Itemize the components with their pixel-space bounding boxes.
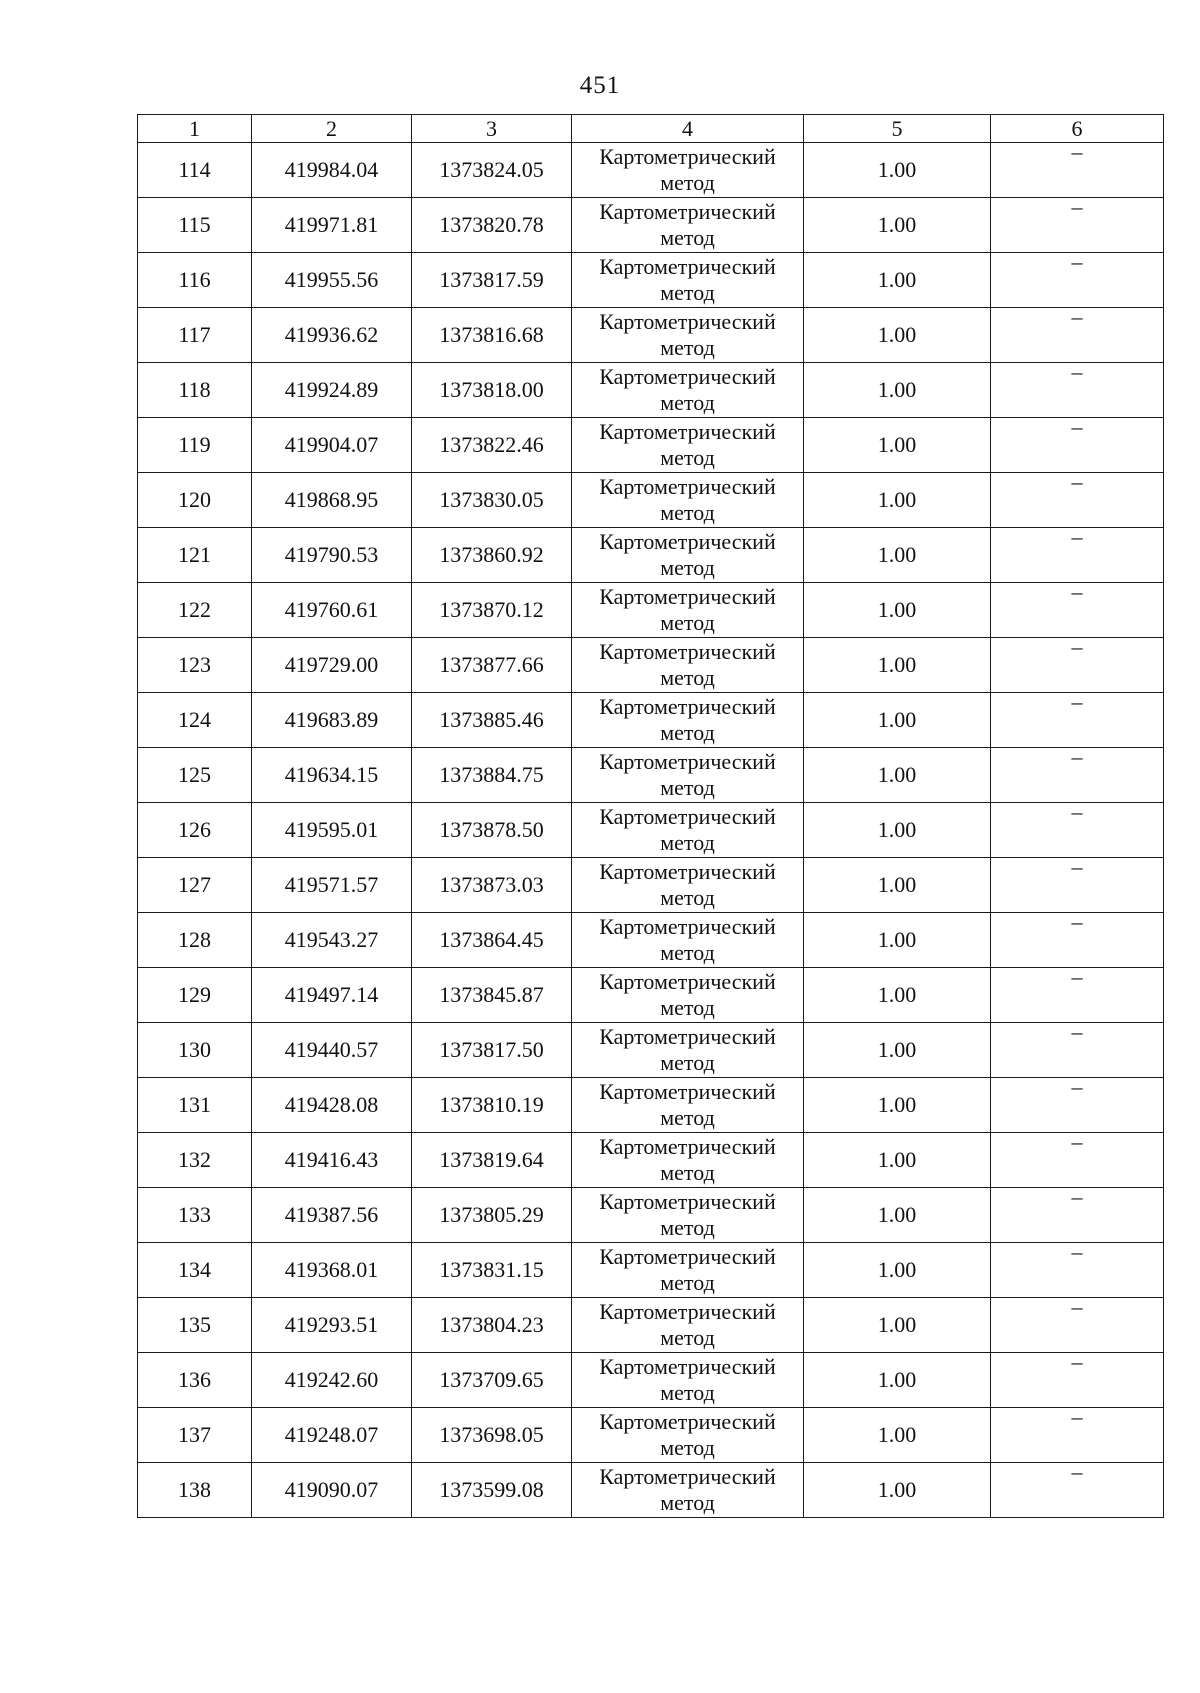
- method-cell: [572, 968, 804, 1023]
- point-number-cell: 127: [138, 858, 252, 913]
- accuracy-cell: 1.00: [804, 363, 991, 418]
- x-coordinate-cell: 419984.04: [252, 143, 412, 198]
- method-cell: [572, 363, 804, 418]
- note-cell: –: [991, 913, 1164, 968]
- table-header: [138, 115, 1164, 143]
- y-coordinate-cell: 1373830.05: [412, 473, 572, 528]
- note-cell: –: [991, 583, 1164, 638]
- point-number-cell: 133: [138, 1188, 252, 1243]
- method-line: метод: [660, 500, 715, 525]
- method-line: Картометрический: [599, 144, 776, 169]
- table-row: [138, 528, 1164, 583]
- column-header-2: 2: [252, 115, 412, 143]
- y-coordinate-cell: 1373860.92: [412, 528, 572, 583]
- accuracy-cell: 1.00: [804, 1188, 991, 1243]
- accuracy-cell: 1.00: [804, 1298, 991, 1353]
- y-coordinate-cell: 1373870.12: [412, 583, 572, 638]
- table-row: [138, 803, 1164, 858]
- y-coordinate-cell: 1373810.19: [412, 1078, 572, 1133]
- x-coordinate-cell: 419790.53: [252, 528, 412, 583]
- y-coordinate-cell: 1373804.23: [412, 1298, 572, 1353]
- method-line: Картометрический: [599, 254, 776, 279]
- y-coordinate-cell: 1373819.64: [412, 1133, 572, 1188]
- point-number-cell: 136: [138, 1353, 252, 1408]
- y-coordinate-cell: 1373698.05: [412, 1408, 572, 1463]
- method-cell: [572, 1133, 804, 1188]
- point-number-cell: 118: [138, 363, 252, 418]
- method-line: Картометрический: [599, 584, 776, 609]
- note-cell: –: [991, 1023, 1164, 1078]
- note-cell: –: [991, 748, 1164, 803]
- x-coordinate-cell: 419440.57: [252, 1023, 412, 1078]
- note-cell: –: [991, 363, 1164, 418]
- method-line: метод: [660, 1435, 715, 1460]
- x-coordinate-cell: 419595.01: [252, 803, 412, 858]
- table-row: [138, 418, 1164, 473]
- x-coordinate-cell: 419924.89: [252, 363, 412, 418]
- x-coordinate-cell: 419543.27: [252, 913, 412, 968]
- method-line: Картометрический: [599, 859, 776, 884]
- note-cell: –: [991, 693, 1164, 748]
- column-header-3: 3: [412, 115, 572, 143]
- note-cell: –: [991, 1243, 1164, 1298]
- method-line: Картометрический: [599, 364, 776, 389]
- point-number-cell: 130: [138, 1023, 252, 1078]
- table-row: [138, 1023, 1164, 1078]
- accuracy-cell: 1.00: [804, 803, 991, 858]
- column-header-5: 5: [804, 115, 991, 143]
- x-coordinate-cell: 419428.08: [252, 1078, 412, 1133]
- note-cell: –: [991, 418, 1164, 473]
- note-cell: –: [991, 968, 1164, 1023]
- accuracy-cell: 1.00: [804, 473, 991, 528]
- accuracy-cell: 1.00: [804, 1408, 991, 1463]
- table-row: [138, 308, 1164, 363]
- table-row: [138, 363, 1164, 418]
- note-cell: –: [991, 1078, 1164, 1133]
- method-line: метод: [660, 335, 715, 360]
- accuracy-cell: 1.00: [804, 583, 991, 638]
- method-cell: [572, 748, 804, 803]
- table-row: [138, 1188, 1164, 1243]
- method-cell: [572, 528, 804, 583]
- method-cell: [572, 913, 804, 968]
- method-cell: [572, 1463, 804, 1518]
- y-coordinate-cell: 1373817.59: [412, 253, 572, 308]
- x-coordinate-cell: 419729.00: [252, 638, 412, 693]
- point-number-cell: 126: [138, 803, 252, 858]
- accuracy-cell: 1.00: [804, 1078, 991, 1133]
- point-number-cell: 134: [138, 1243, 252, 1298]
- method-line: Картометрический: [599, 309, 776, 334]
- method-line: Картометрический: [599, 1409, 776, 1434]
- method-line: Картометрический: [599, 1189, 776, 1214]
- y-coordinate-cell: 1373816.68: [412, 308, 572, 363]
- accuracy-cell: 1.00: [804, 143, 991, 198]
- note-cell: –: [991, 858, 1164, 913]
- method-line: метод: [660, 280, 715, 305]
- x-coordinate-cell: 419955.56: [252, 253, 412, 308]
- x-coordinate-cell: 419368.01: [252, 1243, 412, 1298]
- table-row: [138, 583, 1164, 638]
- note-cell: –: [991, 1133, 1164, 1188]
- column-header-6: 6: [991, 115, 1164, 143]
- method-line: метод: [660, 610, 715, 635]
- table-row: [138, 748, 1164, 803]
- method-line: Картометрический: [599, 1464, 776, 1489]
- note-cell: –: [991, 638, 1164, 693]
- method-cell: [572, 198, 804, 253]
- table-row: [138, 143, 1164, 198]
- x-coordinate-cell: 419868.95: [252, 473, 412, 528]
- method-line: метод: [660, 1050, 715, 1075]
- x-coordinate-cell: 419936.62: [252, 308, 412, 363]
- note-cell: –: [991, 1188, 1164, 1243]
- method-line: метод: [660, 445, 715, 470]
- note-cell: –: [991, 528, 1164, 583]
- method-line: Картометрический: [599, 419, 776, 444]
- note-cell: –: [991, 1298, 1164, 1353]
- table-row: [138, 1243, 1164, 1298]
- method-line: метод: [660, 1270, 715, 1295]
- method-line: Картометрический: [599, 474, 776, 499]
- method-line: метод: [660, 665, 715, 690]
- method-line: Картометрический: [599, 199, 776, 224]
- method-line: Картометрический: [599, 1024, 776, 1049]
- point-number-cell: 121: [138, 528, 252, 583]
- y-coordinate-cell: 1373864.45: [412, 913, 572, 968]
- method-cell: [572, 1353, 804, 1408]
- method-line: Картометрический: [599, 1079, 776, 1104]
- point-number-cell: 124: [138, 693, 252, 748]
- method-cell: [572, 803, 804, 858]
- accuracy-cell: 1.00: [804, 308, 991, 363]
- method-line: Картометрический: [599, 639, 776, 664]
- x-coordinate-cell: 419248.07: [252, 1408, 412, 1463]
- point-number-cell: 129: [138, 968, 252, 1023]
- accuracy-cell: 1.00: [804, 1353, 991, 1408]
- method-line: Картометрический: [599, 1134, 776, 1159]
- x-coordinate-cell: 419634.15: [252, 748, 412, 803]
- point-number-cell: 138: [138, 1463, 252, 1518]
- note-cell: –: [991, 308, 1164, 363]
- method-cell: [572, 143, 804, 198]
- method-cell: [572, 858, 804, 913]
- method-cell: [572, 638, 804, 693]
- point-number-cell: 122: [138, 583, 252, 638]
- accuracy-cell: 1.00: [804, 253, 991, 308]
- y-coordinate-cell: 1373709.65: [412, 1353, 572, 1408]
- note-cell: –: [991, 1408, 1164, 1463]
- note-cell: –: [991, 1353, 1164, 1408]
- table-row: [138, 858, 1164, 913]
- table-row: [138, 1298, 1164, 1353]
- point-number-cell: 116: [138, 253, 252, 308]
- y-coordinate-cell: 1373845.87: [412, 968, 572, 1023]
- x-coordinate-cell: 419090.07: [252, 1463, 412, 1518]
- method-line: метод: [660, 1325, 715, 1350]
- method-cell: [572, 473, 804, 528]
- table-row: [138, 1078, 1164, 1133]
- method-cell: [572, 583, 804, 638]
- note-cell: –: [991, 198, 1164, 253]
- method-line: Картометрический: [599, 969, 776, 994]
- accuracy-cell: 1.00: [804, 693, 991, 748]
- x-coordinate-cell: 419683.89: [252, 693, 412, 748]
- y-coordinate-cell: 1373820.78: [412, 198, 572, 253]
- accuracy-cell: 1.00: [804, 1463, 991, 1518]
- table-row: [138, 913, 1164, 968]
- method-line: метод: [660, 1380, 715, 1405]
- method-line: метод: [660, 775, 715, 800]
- table-row: [138, 473, 1164, 528]
- coordinates-table: [137, 114, 1164, 1518]
- method-line: метод: [660, 720, 715, 745]
- point-number-cell: 131: [138, 1078, 252, 1133]
- y-coordinate-cell: 1373817.50: [412, 1023, 572, 1078]
- method-cell: [572, 418, 804, 473]
- accuracy-cell: 1.00: [804, 198, 991, 253]
- table-row: [138, 253, 1164, 308]
- point-number-cell: 117: [138, 308, 252, 363]
- method-line: Картометрический: [599, 529, 776, 554]
- point-number-cell: 128: [138, 913, 252, 968]
- method-cell: [572, 1023, 804, 1078]
- y-coordinate-cell: 1373805.29: [412, 1188, 572, 1243]
- y-coordinate-cell: 1373599.08: [412, 1463, 572, 1518]
- method-line: Картометрический: [599, 1354, 776, 1379]
- method-cell: [572, 1188, 804, 1243]
- method-cell: [572, 1298, 804, 1353]
- note-cell: –: [991, 473, 1164, 528]
- method-cell: [572, 1408, 804, 1463]
- column-header-4: 4: [572, 115, 804, 143]
- x-coordinate-cell: 419497.14: [252, 968, 412, 1023]
- y-coordinate-cell: 1373878.50: [412, 803, 572, 858]
- method-cell: [572, 1243, 804, 1298]
- column-header-1: 1: [138, 115, 252, 143]
- accuracy-cell: 1.00: [804, 1023, 991, 1078]
- method-line: метод: [660, 1490, 715, 1515]
- method-line: Картометрический: [599, 914, 776, 939]
- table-row: [138, 198, 1164, 253]
- method-line: метод: [660, 390, 715, 415]
- y-coordinate-cell: 1373831.15: [412, 1243, 572, 1298]
- point-number-cell: 125: [138, 748, 252, 803]
- method-line: метод: [660, 830, 715, 855]
- method-line: метод: [660, 555, 715, 580]
- header-row: [138, 115, 1164, 143]
- y-coordinate-cell: 1373873.03: [412, 858, 572, 913]
- point-number-cell: 114: [138, 143, 252, 198]
- x-coordinate-cell: 419416.43: [252, 1133, 412, 1188]
- method-line: метод: [660, 170, 715, 195]
- note-cell: –: [991, 1463, 1164, 1518]
- method-line: Картометрический: [599, 694, 776, 719]
- note-cell: –: [991, 803, 1164, 858]
- table-row: [138, 1353, 1164, 1408]
- table-row: [138, 693, 1164, 748]
- x-coordinate-cell: 419242.60: [252, 1353, 412, 1408]
- method-line: Картометрический: [599, 804, 776, 829]
- method-line: метод: [660, 1105, 715, 1130]
- accuracy-cell: 1.00: [804, 968, 991, 1023]
- accuracy-cell: 1.00: [804, 748, 991, 803]
- x-coordinate-cell: 419904.07: [252, 418, 412, 473]
- method-line: метод: [660, 1160, 715, 1185]
- y-coordinate-cell: 1373822.46: [412, 418, 572, 473]
- method-line: Картометрический: [599, 749, 776, 774]
- method-line: метод: [660, 885, 715, 910]
- accuracy-cell: 1.00: [804, 913, 991, 968]
- method-line: метод: [660, 940, 715, 965]
- method-line: Картометрический: [599, 1299, 776, 1324]
- table-body: [138, 139, 1164, 1518]
- method-cell: [572, 1078, 804, 1133]
- point-number-cell: 135: [138, 1298, 252, 1353]
- table-row: [138, 638, 1164, 693]
- x-coordinate-cell: 419971.81: [252, 198, 412, 253]
- accuracy-cell: 1.00: [804, 1243, 991, 1298]
- method-cell: [572, 253, 804, 308]
- method-cell: [572, 693, 804, 748]
- point-number-cell: 137: [138, 1408, 252, 1463]
- x-coordinate-cell: 419293.51: [252, 1298, 412, 1353]
- method-cell: [572, 308, 804, 363]
- y-coordinate-cell: 1373818.00: [412, 363, 572, 418]
- x-coordinate-cell: 419571.57: [252, 858, 412, 913]
- method-line: метод: [660, 995, 715, 1020]
- method-line: метод: [660, 225, 715, 250]
- table-row: [138, 1463, 1164, 1518]
- x-coordinate-cell: 419760.61: [252, 583, 412, 638]
- y-coordinate-cell: 1373877.66: [412, 638, 572, 693]
- note-cell: –: [991, 253, 1164, 308]
- accuracy-cell: 1.00: [804, 418, 991, 473]
- accuracy-cell: 1.00: [804, 1133, 991, 1188]
- table-row: [138, 1408, 1164, 1463]
- note-cell: –: [991, 143, 1164, 198]
- table-row: [138, 1133, 1164, 1188]
- y-coordinate-cell: 1373885.46: [412, 693, 572, 748]
- point-number-cell: 119: [138, 418, 252, 473]
- table-row: [138, 968, 1164, 1023]
- point-number-cell: 120: [138, 473, 252, 528]
- point-number-cell: 132: [138, 1133, 252, 1188]
- accuracy-cell: 1.00: [804, 638, 991, 693]
- method-line: метод: [660, 1215, 715, 1240]
- point-number-cell: 115: [138, 198, 252, 253]
- point-number-cell: 123: [138, 638, 252, 693]
- accuracy-cell: 1.00: [804, 528, 991, 583]
- accuracy-cell: 1.00: [804, 858, 991, 913]
- method-line: Картометрический: [599, 1244, 776, 1269]
- y-coordinate-cell: 1373824.05: [412, 143, 572, 198]
- page-number: 451: [579, 72, 621, 99]
- x-coordinate-cell: 419387.56: [252, 1188, 412, 1243]
- y-coordinate-cell: 1373884.75: [412, 748, 572, 803]
